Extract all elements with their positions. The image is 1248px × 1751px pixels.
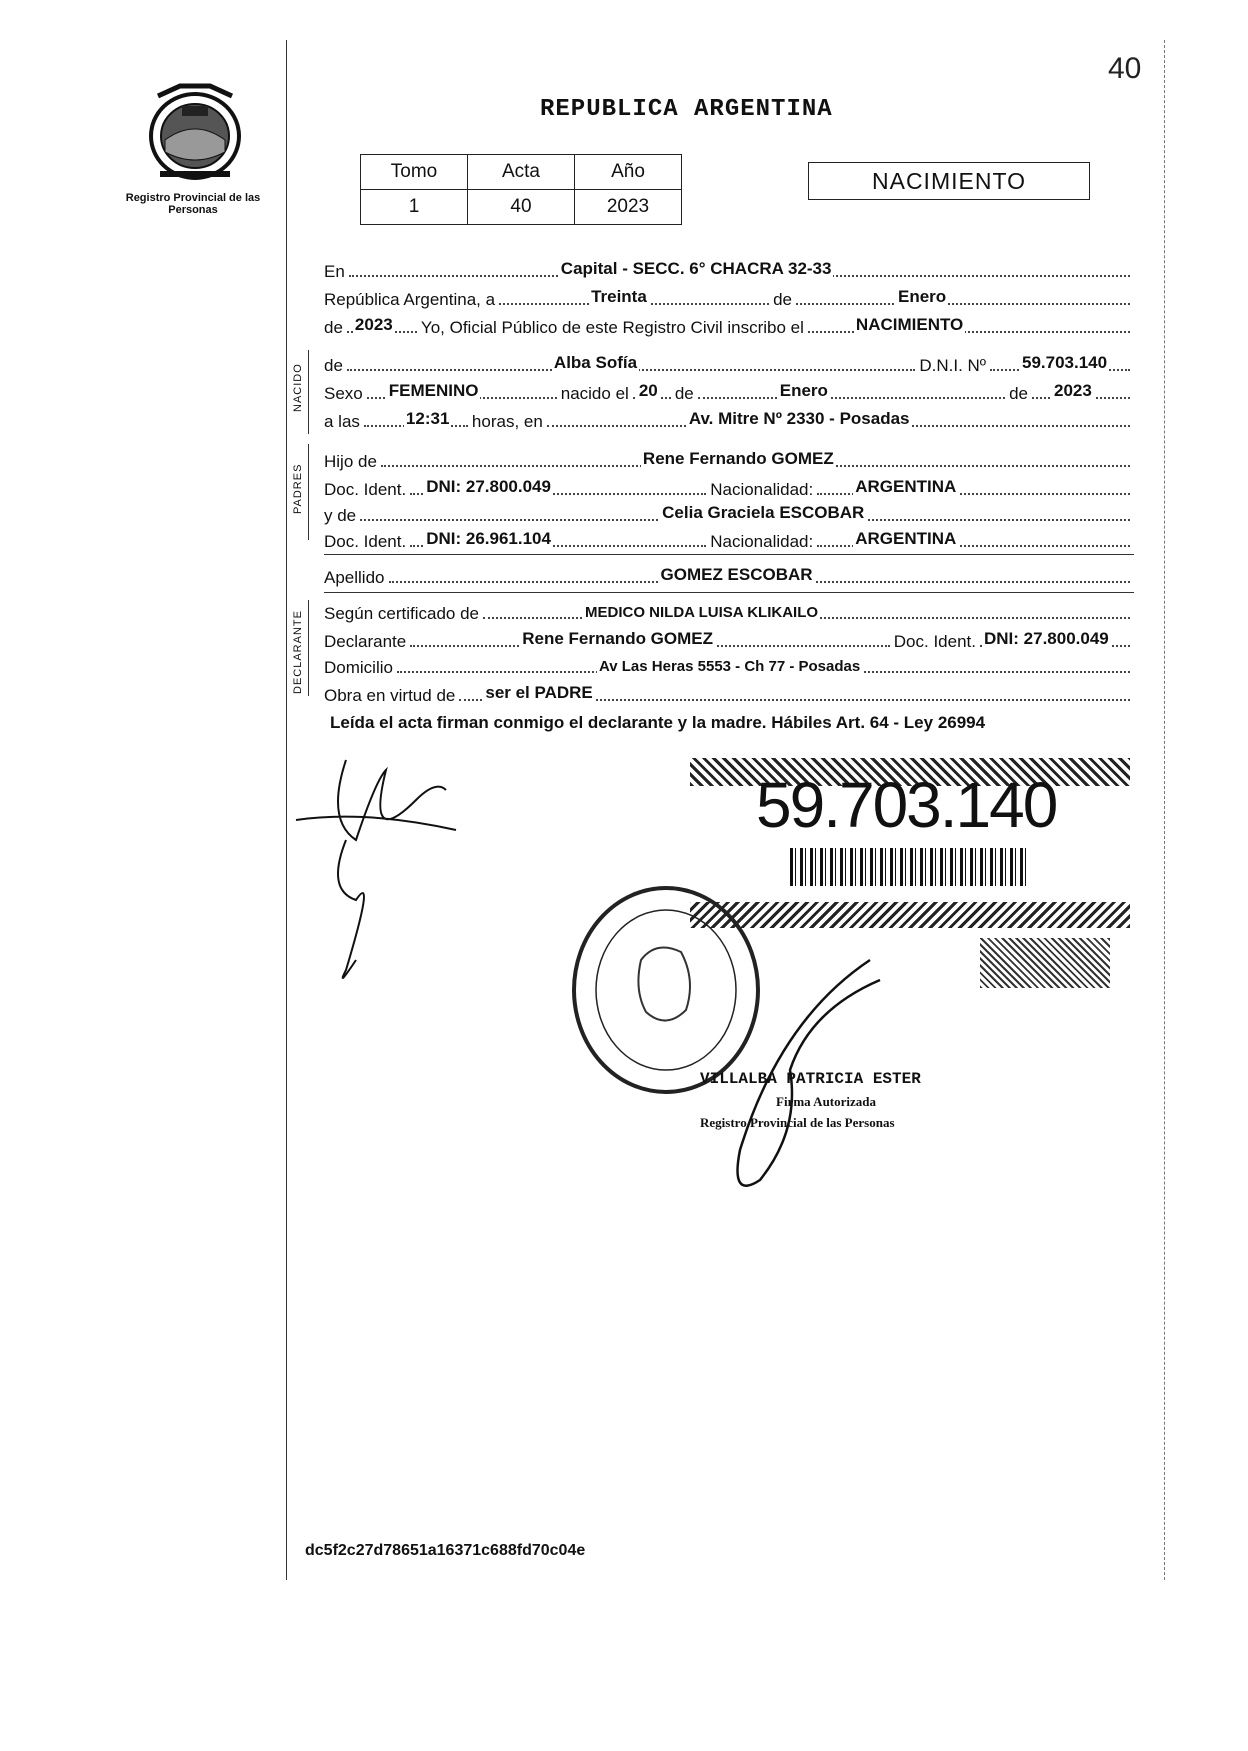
inscribo-value: NACIMIENTO	[855, 315, 964, 334]
declarante-value: Rene Fernando GOMEZ	[522, 629, 714, 648]
padres-bracket	[308, 444, 309, 540]
right-margin-line	[1164, 40, 1165, 1580]
doc-ident3-label: Doc. Ident.	[893, 632, 976, 651]
page-number: 40	[1108, 52, 1142, 85]
field-row-obra	[324, 680, 1134, 706]
de2-label: de	[324, 318, 343, 337]
a-las-label: a las	[324, 412, 360, 431]
obra-value: ser el PADRE	[485, 683, 593, 702]
republica-label: República Argentina, a	[324, 290, 496, 309]
domicilio-line	[397, 649, 1130, 673]
doc-ident2-label: Doc. Ident.	[324, 532, 407, 551]
y-de-label: y de	[324, 506, 357, 525]
office-caption: Registro Provincial de las Personas	[125, 192, 261, 216]
declarante-line	[410, 623, 890, 647]
declarante-label: Declarante	[324, 632, 407, 651]
declarante-bracket	[308, 600, 309, 696]
registry-value-anio: 2023	[575, 190, 682, 225]
registry-value-tomo: 1	[361, 190, 468, 225]
registry-value-acta: 40	[468, 190, 575, 225]
field-row-certificado	[324, 598, 1134, 624]
inscribo-line	[808, 309, 1130, 333]
id-sticker-number: 59.703.140	[756, 769, 1057, 841]
mes-value: Enero	[897, 287, 947, 306]
nac-anio-value: 2023	[1054, 381, 1092, 400]
oficial-label: Yo, Oficial Público de este Registro Civil inscribo el	[420, 318, 804, 337]
domicilio-label: Domicilio	[324, 658, 393, 677]
sexo-line	[367, 375, 557, 399]
certificado-line	[483, 595, 1130, 619]
dni-value: 59.703.140	[1022, 353, 1108, 372]
document-hash: dc5f2c27d78651a16371c688fd70c04e	[305, 1542, 586, 1559]
de-label: de	[773, 290, 792, 309]
de3-label: de	[674, 384, 694, 403]
nacido-bracket	[308, 350, 309, 434]
sexo-label: Sexo	[324, 384, 363, 403]
obra-line	[459, 677, 1130, 701]
declarante-doc-value: DNI: 27.800.049	[984, 629, 1109, 648]
en-value: Capital - SECC. 6° CHACRA 32-33	[560, 259, 832, 278]
apellido-value: GOMEZ ESCOBAR	[660, 565, 813, 584]
section-divider-2	[324, 592, 1134, 593]
field-row-padre	[324, 446, 1134, 472]
declarant-signature	[286, 740, 486, 1010]
registry-header-tomo: Tomo	[361, 155, 468, 190]
nac-mes-value: Enero	[779, 381, 828, 400]
nombre-value: Alba Sofía	[553, 353, 638, 372]
registry-table	[360, 154, 682, 225]
section-label-declarante: DECLARANTE	[292, 610, 304, 694]
nac-dia-line	[633, 375, 671, 399]
section-label-padres: PADRES	[292, 463, 304, 514]
padre-doc-value: DNI: 27.800.049	[426, 477, 551, 496]
registry-header-acta: Acta	[468, 155, 575, 190]
madre-nac-line	[817, 523, 1130, 547]
closing-statement: Leída el acta firman conmigo el declarante y la madre. Hábiles Art. 64 - Ley 26994	[330, 713, 986, 732]
lugar-value: Av. Mitre Nº 2330 - Posadas	[688, 409, 910, 428]
sticker-pattern-box	[980, 938, 1110, 988]
padre-line	[381, 443, 1130, 467]
signer-role: Firma Autorizada	[776, 1094, 877, 1109]
en-line	[349, 253, 1130, 277]
hora-value: 12:31	[405, 409, 450, 428]
certificado-value: MEDICO NILDA LUISA KLIKAILO	[585, 604, 819, 621]
doc-ident-label: Doc. Ident.	[324, 480, 407, 499]
domicilio-value: Av Las Heras 5553 - Ch 77 - Posadas	[598, 658, 861, 675]
nacionalidad2-label: Nacionalidad:	[710, 532, 814, 551]
sexo-value: FEMENINO	[388, 381, 479, 400]
padre-nac-value: ARGENTINA	[855, 477, 957, 496]
hora-line	[364, 403, 468, 427]
field-row-inscripcion	[324, 312, 1134, 338]
field-row-hora	[324, 406, 1134, 432]
field-row-sexo	[324, 378, 1134, 404]
field-row-madre-doc	[324, 526, 1134, 552]
nac-dia-value: 20	[638, 381, 658, 400]
section-divider-1	[324, 554, 1134, 555]
barcode	[790, 848, 1030, 886]
signer-name: VILLALBA PATRICIA ESTER	[700, 1070, 921, 1088]
dni-line	[990, 347, 1130, 371]
registry-header-anio: Año	[575, 155, 682, 190]
horas-en-label: horas, en	[471, 412, 543, 431]
madre-line	[360, 497, 1130, 521]
declarante-doc-line	[980, 623, 1130, 647]
field-row-nombre	[324, 350, 1134, 376]
madre-nac-value: ARGENTINA	[855, 529, 957, 548]
certificado-label: Según certificado de	[324, 604, 479, 623]
field-row-apellido	[324, 562, 1134, 588]
padre-doc-line	[410, 471, 706, 495]
mes-line	[796, 281, 1130, 305]
nacido-el-label: nacido el	[560, 384, 629, 403]
dia-line	[499, 281, 769, 305]
nacionalidad-label: Nacionalidad:	[710, 480, 814, 499]
padre-value: Rene Fernando GOMEZ	[642, 449, 834, 468]
apellido-label: Apellido	[324, 568, 385, 587]
padre-nac-line	[817, 471, 1130, 495]
section-label-nacido: NACIDO	[292, 363, 304, 412]
hijo-de-label: Hijo de	[324, 452, 377, 471]
anio-value: 2023	[354, 315, 393, 334]
nombre-label: de	[324, 356, 343, 375]
madre-value: Celia Graciela ESCOBAR	[662, 503, 865, 522]
nac-mes-line	[698, 375, 1005, 399]
dia-value: Treinta	[591, 287, 647, 306]
field-row-domicilio	[324, 652, 1134, 678]
signer-org: Registro Provincial de las Personas	[700, 1115, 895, 1130]
anio-line	[347, 309, 417, 333]
obra-label: Obra en virtud de	[324, 686, 456, 705]
province-crest-icon	[140, 78, 250, 188]
apellido-line	[389, 559, 1131, 583]
field-row-en	[324, 256, 1134, 282]
madre-doc-line	[410, 523, 706, 547]
dni-label: D.N.I. Nº	[919, 356, 986, 375]
record-type-box: NACIMIENTO	[808, 162, 1090, 200]
field-row-fecha	[324, 284, 1134, 310]
de4-label: de	[1009, 384, 1028, 403]
lugar-line	[547, 403, 1130, 427]
en-label: En	[324, 262, 345, 281]
nombre-line	[347, 347, 915, 371]
madre-doc-value: DNI: 26.961.104	[426, 529, 551, 548]
document-title: REPUBLICA ARGENTINA	[540, 96, 833, 123]
nac-anio-line	[1032, 375, 1130, 399]
